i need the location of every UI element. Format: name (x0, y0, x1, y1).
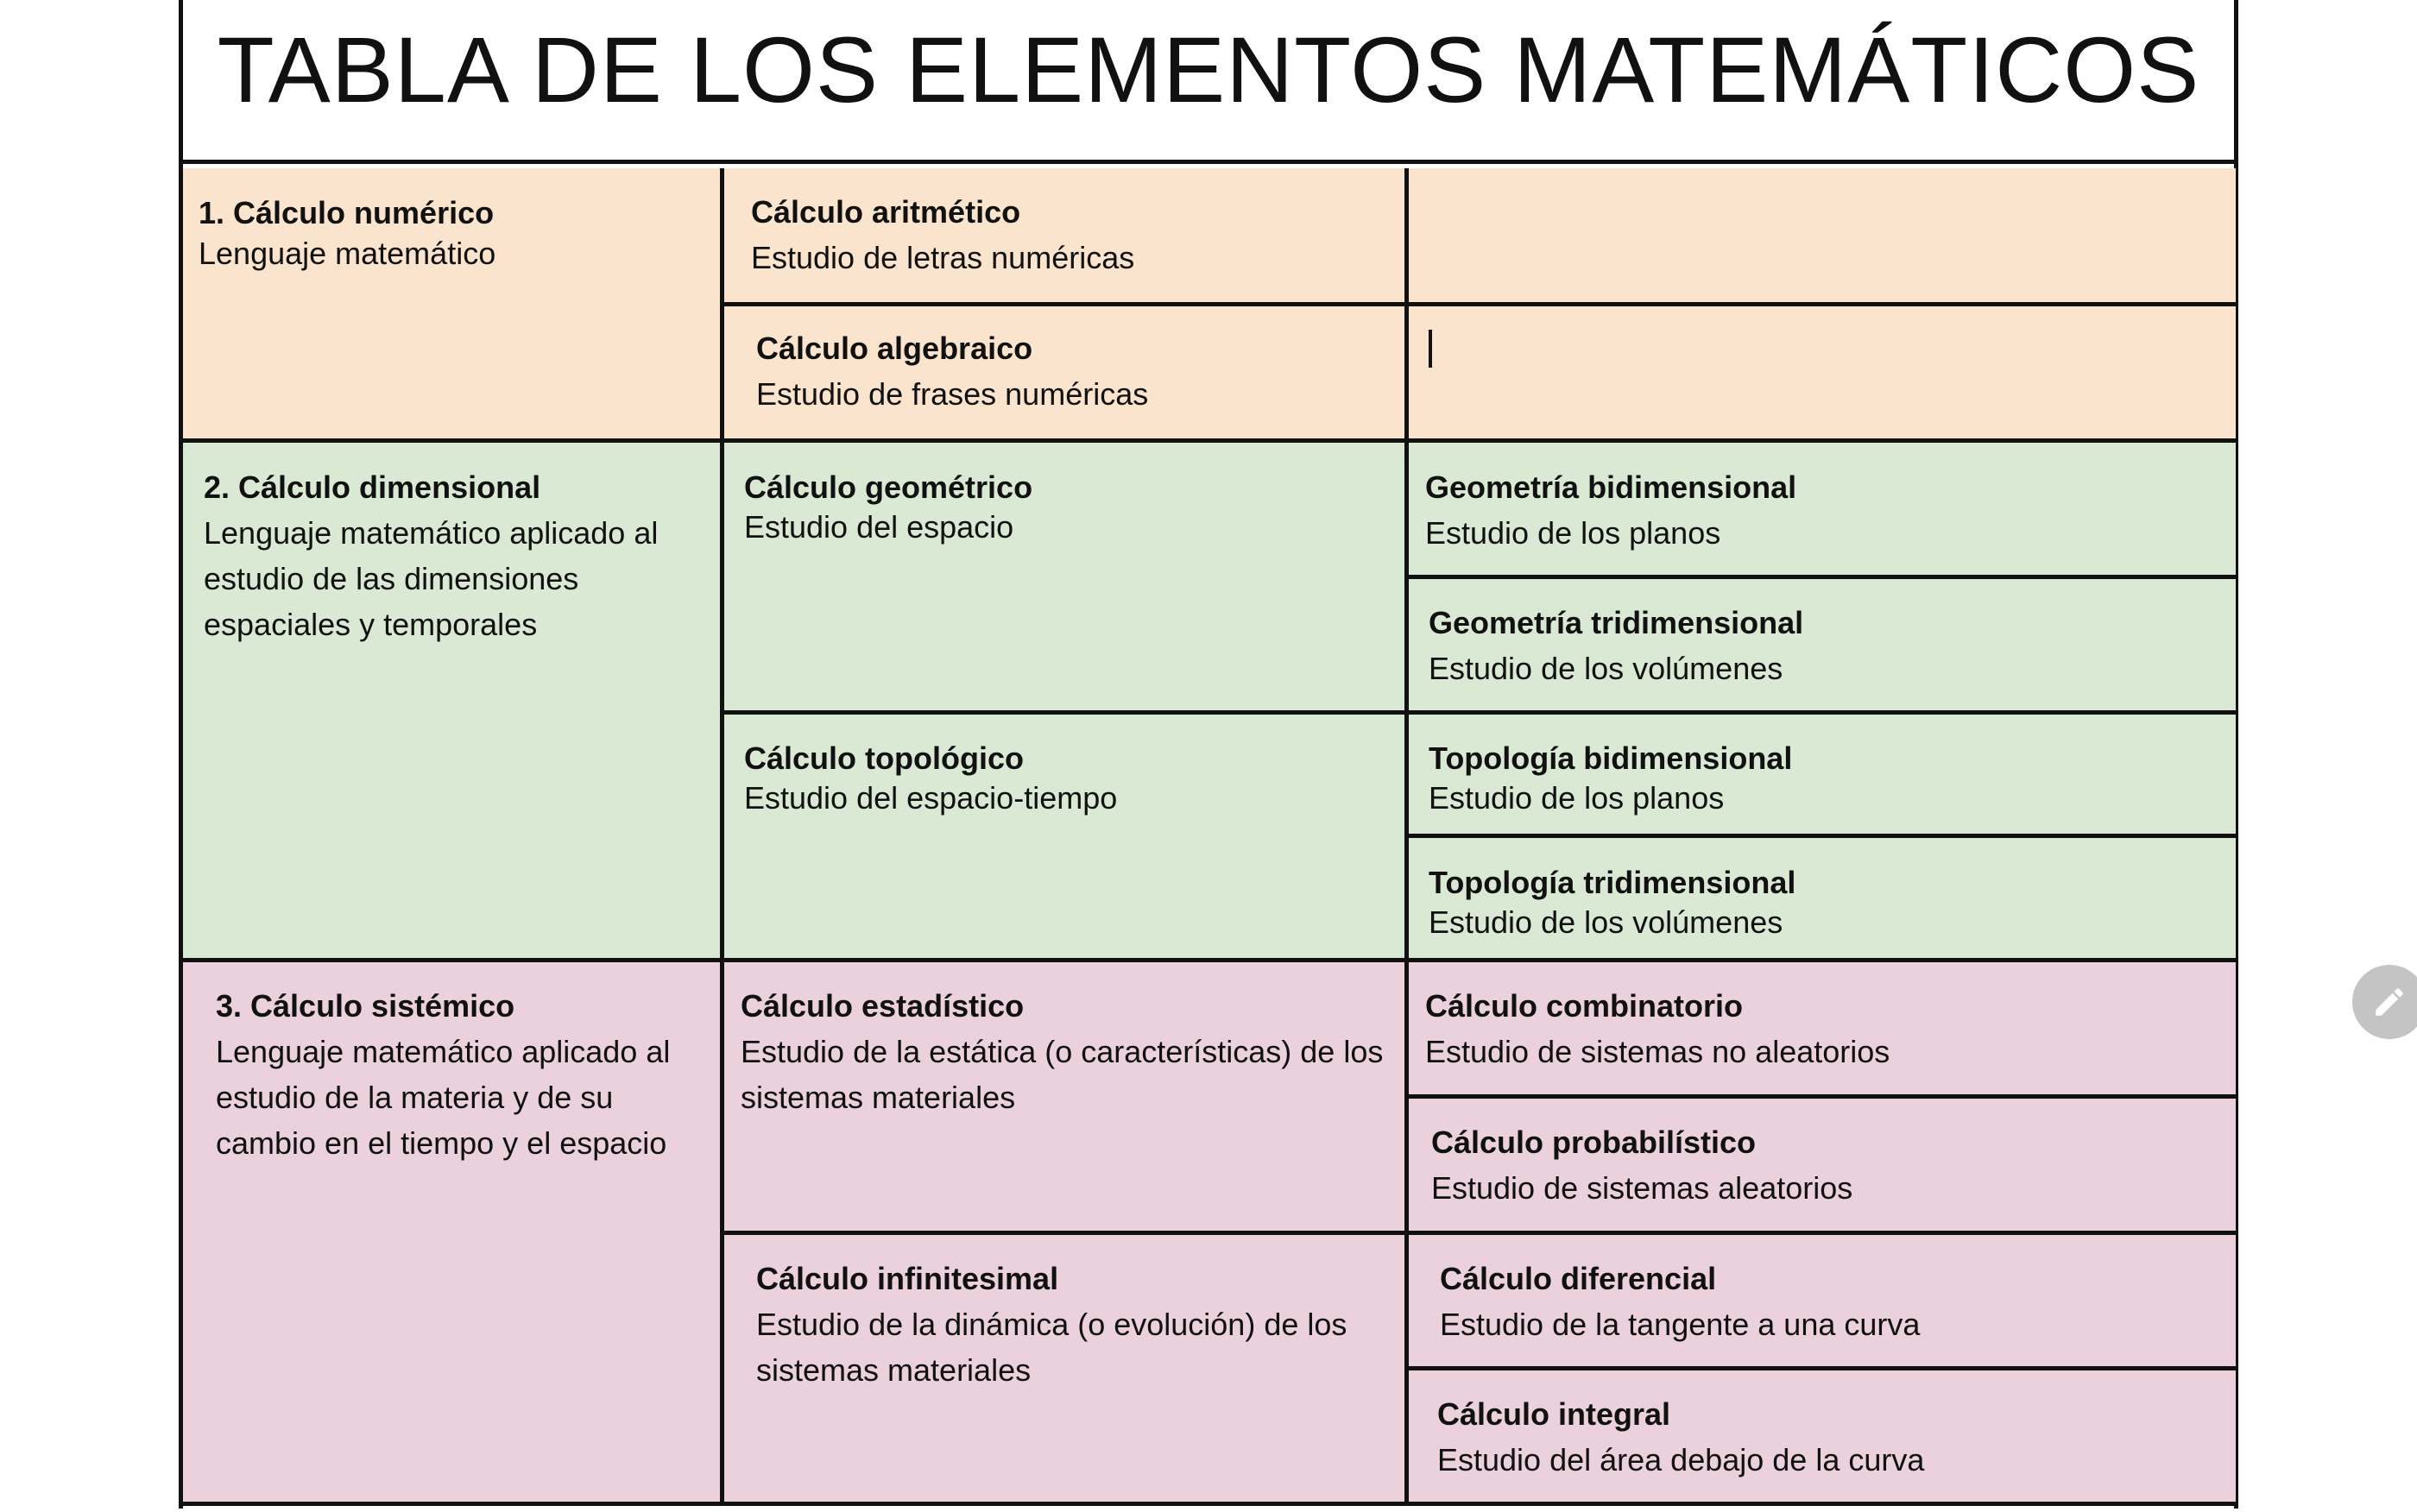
cell-description: Estudio del área debajo de la curva (1437, 1442, 1925, 1477)
cell-calculo-combinatorio[interactable] (1408, 961, 2236, 1097)
cell-heading: Topología tridimensional (1429, 865, 1796, 900)
cell-description: Estudio de letras numéricas (751, 240, 1135, 275)
grid-line (720, 710, 2238, 715)
grid-line (179, 958, 2238, 962)
cell-calculo-diferencial[interactable] (1408, 1233, 2236, 1369)
cell-calculo-estadistico[interactable] (723, 961, 1408, 1233)
cell-calculo-probabilistico[interactable] (1408, 1097, 2236, 1233)
cell-description: Estudio de los planos (1429, 780, 1725, 816)
cell-description: Estudio de los volúmenes (1429, 904, 1783, 940)
grid-line (720, 1231, 2238, 1235)
cell-calculo-topologico[interactable] (723, 713, 1408, 961)
grid-line (1404, 1094, 2238, 1099)
cell-description: Estudio de los planos (1425, 515, 1721, 551)
grid-line (1404, 834, 2238, 838)
cell-heading: Topología bidimensional (1429, 740, 1793, 776)
cell-description: Lenguaje matemático aplicado al estudio de las dimensiones espaciales y temporales (204, 515, 659, 642)
cell-description: Estudio del espacio (744, 509, 1014, 545)
cell-calculo-infinitesimal[interactable] (723, 1233, 1408, 1504)
cell-description: Estudio de frases numéricas (756, 376, 1149, 412)
cell-heading: Cálculo integral (1437, 1396, 1671, 1432)
cell-topologia-bidimensional[interactable] (1408, 713, 2236, 836)
cell-description: Estudio de sistemas aleatorios (1431, 1170, 1853, 1206)
cell-topologia-tridimensional[interactable] (1408, 836, 2236, 961)
cell-description: Estudio de la estática (o características) de los sistemas materiales (741, 1034, 1384, 1115)
pencil-icon (2371, 984, 2408, 1020)
cell-description: Estudio de la dinámica (o evolución) de los sistemas materiales (756, 1307, 1347, 1388)
cell-heading: Cálculo combinatorio (1425, 988, 1744, 1024)
cell-heading: Cálculo algebraico (756, 331, 1033, 366)
cell-heading: Geometría bidimensional (1425, 469, 1797, 505)
cell-heading: Cálculo diferencial (1440, 1261, 1717, 1296)
cell-description: Lenguaje matemático (199, 236, 496, 271)
cell-heading: 1. Cálculo numérico (199, 195, 495, 230)
cell-heading: Cálculo topológico (744, 740, 1024, 776)
cell-calculo-numerico[interactable] (183, 168, 723, 442)
cell-heading: 3. Cálculo sistémico (216, 988, 515, 1024)
cell-heading: 2. Cálculo dimensional (204, 469, 541, 505)
cell-calculo-geometrico[interactable] (723, 442, 1408, 713)
cell-heading: Cálculo probabilístico (1431, 1125, 1757, 1160)
cell-heading: Cálculo estadístico (741, 988, 1025, 1024)
cell-aritmetico-empty[interactable] (1408, 168, 2236, 305)
text-cursor (1429, 330, 1432, 368)
cell-heading: Cálculo infinitesimal (756, 1261, 1059, 1296)
cell-calculo-sistemico[interactable] (183, 961, 723, 1504)
grid-line (179, 1502, 2238, 1506)
cell-heading: Cálculo aritmético (751, 194, 1021, 230)
cell-heading: Geometría tridimensional (1429, 605, 1804, 640)
cell-geometria-bidimensional[interactable] (1408, 442, 2236, 577)
cell-calculo-dimensional[interactable] (183, 442, 723, 961)
cell-geometria-tridimensional[interactable] (1408, 577, 2236, 713)
cell-calculo-algebraico[interactable] (723, 305, 1408, 442)
cell-algebraico-empty[interactable] (1408, 305, 2236, 442)
cell-calculo-integral[interactable] (1408, 1369, 2236, 1504)
cell-description: Estudio de sistemas no aleatorios (1425, 1034, 1890, 1069)
grid-line (720, 302, 2238, 306)
grid-line (1404, 575, 2238, 579)
cell-calculo-aritmetico[interactable] (723, 168, 1408, 305)
grid-line (720, 168, 724, 1506)
cell-description: Estudio de los volúmenes (1429, 651, 1783, 686)
grid-line (179, 438, 2238, 443)
grid-line (1404, 1366, 2238, 1370)
cell-description: Estudio del espacio-tiempo (744, 780, 1118, 816)
edit-button[interactable] (2352, 965, 2417, 1039)
cell-description: Estudio de la tangente a una curva (1440, 1307, 1921, 1342)
page-title: TABLA DE LOS ELEMENTOS MATEMÁTICOS (183, 0, 2234, 164)
cell-description: Lenguaje matemático aplicado al estudio de la materia y de su cambio en el tiempo y el espacio (216, 1034, 671, 1161)
cell-heading: Cálculo geométrico (744, 469, 1033, 505)
